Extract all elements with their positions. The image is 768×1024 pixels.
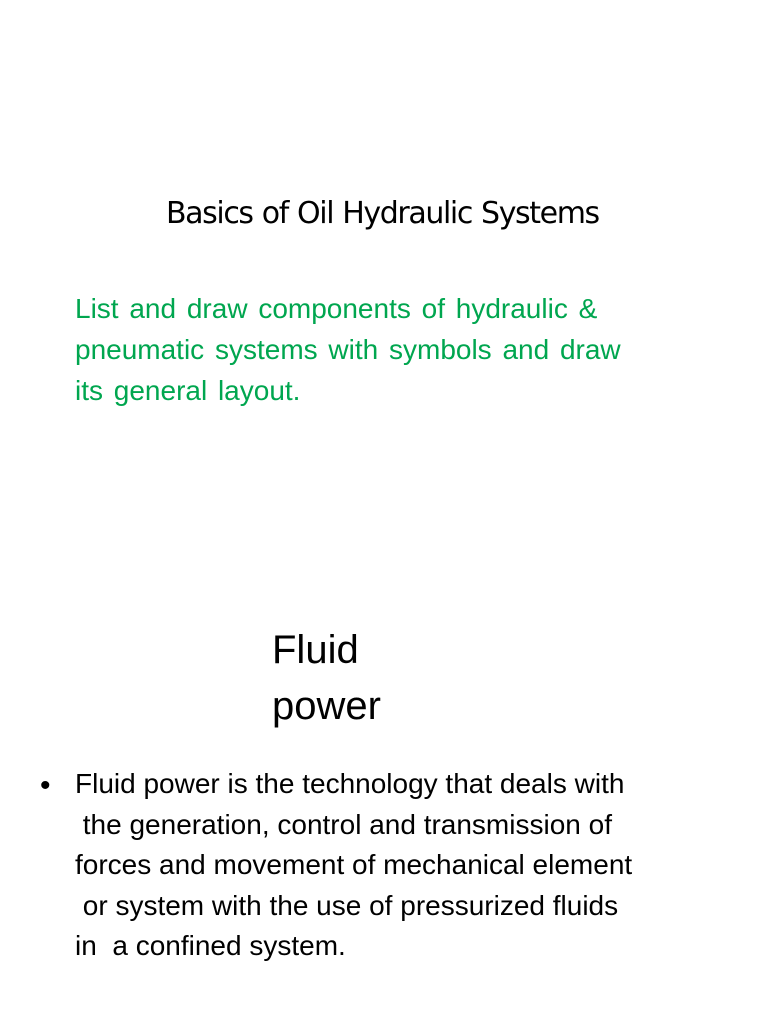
objective-line: its general layout.: [75, 375, 301, 406]
bullet-line: in a confined system.: [75, 930, 346, 961]
objective-line: List and draw components of hydraulic &: [75, 293, 598, 324]
learning-objective: [75, 288, 715, 411]
section-heading-line: power: [272, 684, 381, 728]
bullet-paragraph: [75, 764, 735, 967]
section-heading: [272, 622, 381, 734]
bullet-line: Fluid power is the technology that deals with: [75, 768, 625, 799]
bullet-line: the generation, control and transmission of: [75, 808, 612, 840]
bullet-line: forces and movement of mechanical element: [75, 849, 633, 880]
slide-title: Basics of Oil Hydraulic Systems: [166, 196, 599, 231]
section-heading-line: Fluid: [272, 628, 359, 672]
objective-line: pneumatic systems with symbols and draw: [75, 334, 621, 365]
bullet-line: or system with the use of pressurized fluids: [75, 889, 619, 921]
bullet-marker: •: [40, 769, 51, 802]
